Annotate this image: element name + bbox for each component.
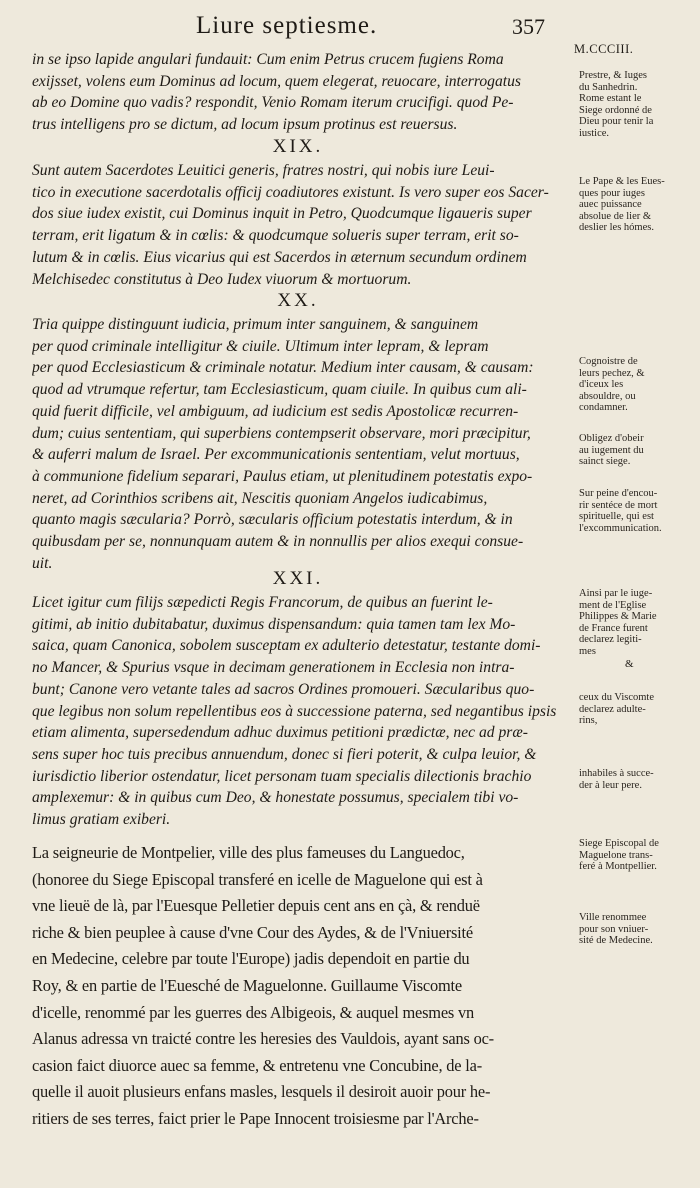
year-marginal: M.CCCIII. [574, 42, 634, 56]
text-line: vne lieuë de là, par l'Euesque Pelletier depuis cent ans en çà, & renduë [32, 896, 480, 916]
text-line: tico in executione sacerdotalis officij coadiutores existunt. Is vero super eos Sacer- [32, 183, 549, 201]
margin-line: de France furent [579, 622, 648, 634]
text-line: d'icelle, renommé par les guerres des Albigeois, & auquel mesmes vn [32, 1002, 474, 1022]
margin-note [579, 488, 691, 534]
margin-line: ques pour iuges [579, 187, 645, 199]
running-title: Liure septiesme. [196, 12, 378, 39]
text-line: limus gratiam exiberi. [32, 811, 171, 829]
text-line: en Medecine, celebre par toute l'Europe) jadis dependoit en partie du [32, 949, 470, 969]
margin-line: feré à Montpellier. [579, 861, 657, 872]
text-line: que legibus non solum repellentibus eos à successione paterna, sed negantibus ipsis [32, 702, 557, 720]
text-line: & auferri malum de Israel. Per excommunicationis sententiam, velut mortuus, [32, 446, 520, 464]
text-line: saica, quam Canonica, sobolem susceptam ex adulterio detestatur, testante domi- [32, 637, 541, 655]
text-line: quid fuerit difficile, vel ambiguum, ad iudicium est sedis Apostolicæ recurren- [32, 402, 519, 420]
margin-line: Ville renommee [579, 912, 647, 923]
text-line: ritiers de ses terres, faict prier le Pape Innocent troisiesme par l'Arche- [32, 1108, 479, 1128]
margin-line: sité de Medecine. [579, 935, 653, 946]
text-line: terram, erit ligatum & in cœlis: & quodcumque solueris super terram, erit so- [32, 227, 519, 245]
margin-line: absouldre, ou [579, 390, 636, 402]
text-line: Melchisedec constitutus à Deo Iudex viuorum & mortuorum. [32, 270, 412, 288]
margin-line: pour son vniuer- [579, 923, 649, 935]
text-line: Licet igitur cum filijs sæpedicti Regis Francorum, de quibus an fuerint le- [32, 594, 493, 611]
margin-line: iustice. [579, 127, 610, 139]
margin-line: leurs pechez, & [579, 367, 645, 379]
latin-paragraph-1 [32, 49, 564, 136]
margin-line: spirituelle, qui est [579, 511, 654, 522]
french-paragraph [32, 840, 564, 1133]
margin-ampersand: & [625, 658, 634, 670]
margin-note [579, 838, 691, 873]
text-line: per quod criminale intelligitur & ciuile. Ultimum inter lepram, & lepram [32, 337, 489, 355]
text-line: (honoree du Siege Episcopal transferé en icelle de Maguelone qui est à [32, 869, 483, 889]
margin-note [579, 433, 691, 468]
text-line: quanto magis sæcularia? Porrò, sæcularis officium potestatis interdum, & in [32, 511, 513, 529]
margin-line: deslier les hómes. [579, 222, 654, 233]
margin-line: condamner. [579, 402, 628, 413]
margin-line: declarez legiti- [579, 634, 642, 645]
margin-line: auec puissance [579, 199, 642, 210]
margin-line: du Sanhedrin. [579, 81, 638, 93]
margin-line: ceux du Viscomte [579, 692, 654, 703]
margin-line: sainct siege. [579, 456, 631, 467]
margin-line: Ainsi par le iuge- [579, 588, 653, 599]
margin-note [579, 356, 691, 414]
text-line: La seigneurie de Montpelier, ville des plus fameuses du Languedoc, [32, 843, 465, 862]
text-line: riche & bien peuplee à cause d'vne Cour des Aydes, & de l'Vniuersité [32, 922, 473, 942]
text-line: uit. [32, 554, 53, 572]
text-line: Alanus adressa vn traicté contre les heresies des Vauldois, ayant sans oc- [32, 1029, 494, 1049]
latin-paragraph-4 [32, 592, 564, 831]
text-line: Sunt autem Sacerdotes Leuitici generis, fratres nostri, qui nobis iure Leui- [32, 162, 495, 179]
margin-line: Rome estant le [579, 93, 642, 104]
text-line: sens super hoc tuis precibus annuendum, donec si fieri poterit, & culpa leuior, & [32, 745, 537, 763]
margin-line: Siege Episcopal de [579, 838, 659, 849]
margin-line: Maguelone trans- [579, 849, 653, 861]
margin-line: Obligez d'obeir [579, 433, 644, 444]
text-line: per quod Ecclesiasticum & criminale notatur. Medium inter causam, & causam: [32, 359, 534, 377]
text-line: quelle il auoit plusieurs enfans masles, lesquels il desiroit auoir pour he- [32, 1082, 491, 1102]
text-line: no Mancer, & Spurius vsque in decimam generationem in Ecclesia non intra- [32, 659, 515, 677]
text-line: amplexemur: & in quibus cum Deo, & honestate possumus, specialem tibi vo- [32, 789, 519, 807]
margin-note [579, 70, 691, 139]
margin-line: Dieu pour tenir la [579, 116, 654, 127]
text-line: dum; cuius sententiam, qui superbiens contempserit observare, mori præcipitur, [32, 424, 531, 442]
margin-line: Philippes & Marie [579, 611, 657, 622]
text-line: trus intelligens pro se dictum, ad locum ipsum protinus est reuersus. [32, 116, 458, 134]
margin-line: au iugement du [579, 444, 644, 456]
text-line: Tria quippe distinguunt iudicia, primum inter sanguinem, & sanguinem [32, 316, 479, 333]
margin-line: absolue de lier & [579, 210, 652, 222]
latin-paragraph-3 [32, 314, 564, 574]
margin-line: inhabiles à succe- [579, 768, 654, 779]
latin-paragraph-2 [32, 160, 564, 290]
margin-line: der à leur pere. [579, 779, 642, 791]
text-line: bunt; Canone vero vetante tales ad sacros Ordines promoueri. Sæcularibus quo- [32, 680, 535, 698]
text-line: Roy, & en partie de l'Euesché de Maguelonne. Guillaume Viscomte [32, 975, 462, 995]
margin-line: Siege ordonné de [579, 104, 652, 116]
text-line: à communione fidelium separari, Paulus etiam, ut plenitudinem potestatis expo- [32, 467, 533, 485]
margin-line: l'excommunication. [579, 522, 662, 534]
margin-line: ment de l'Eglise [579, 599, 647, 611]
margin-line: declarez adulte- [579, 703, 646, 715]
text-line: gitimi, ab initio dubitabatur, duximus dispensandum: quia tamen tam lex Mo- [32, 615, 516, 633]
text-line: iurisdictio liberior ostendatur, licet personam tuam specialis dilectionis brachio [32, 767, 532, 785]
margin-note [579, 588, 691, 657]
text-line: quod ad vtrumque refertur, tam Ecclesiasticum, quam ciuile. In quibus cum ali- [32, 381, 527, 399]
text-line: neret, ad Corinthios scribens ait, Nescitis quoniam Angelos iudicabimus, [32, 489, 488, 507]
text-line: exijsset, volens eum Dominus ad locum, quem elegerat, reuocare, interrogatus [32, 72, 521, 90]
page-number: 357 [512, 14, 545, 39]
text-line: ab eo Domine quo vadis? respondit, Venio Romam iterum crucifigi. quod Pe- [32, 94, 514, 112]
margin-line: d'iceux les [579, 379, 624, 390]
margin-note [579, 692, 691, 727]
text-line: etiam alimenta, supersedendum adhuc duximus petitioni prædictæ, nec ad præ- [32, 724, 528, 742]
margin-line: Prestre, & Iuges [579, 70, 647, 81]
margin-line: mes [579, 645, 596, 657]
margin-note [579, 176, 691, 234]
section-heading-xx: XX. [277, 290, 319, 311]
text-line: lutum & in cœlis. Eius vicarius qui est Sacerdos in æternum secundum ordinem [32, 248, 527, 266]
text-line: in se ipso lapide angulari fundauit: Cum enim Petrus crucem fugiens Roma [32, 51, 504, 68]
section-heading-xix: XIX. [272, 136, 324, 157]
text-line: casion faict diuorce auec sa femme, & entretenu vne Concubine, de la- [32, 1055, 482, 1075]
margin-line: rins, [579, 715, 598, 726]
margin-line: Cognoistre de [579, 356, 638, 367]
text-line: dos siue iudex existit, cui Dominus inquit in Petro, Quodcumque ligaueris super [32, 205, 532, 223]
section-heading-xxi: XXI. [272, 568, 324, 589]
margin-line: Le Pape & les Eues- [579, 176, 665, 187]
margin-line: Sur peine d'encou- [579, 488, 658, 499]
margin-note [579, 912, 691, 947]
text-line: quibusdam per se, nonnunquam autem & in nonnullis per alios exequi consue- [32, 533, 524, 551]
margin-note [579, 768, 691, 791]
margin-line: rir sentéce de mort [579, 499, 658, 511]
